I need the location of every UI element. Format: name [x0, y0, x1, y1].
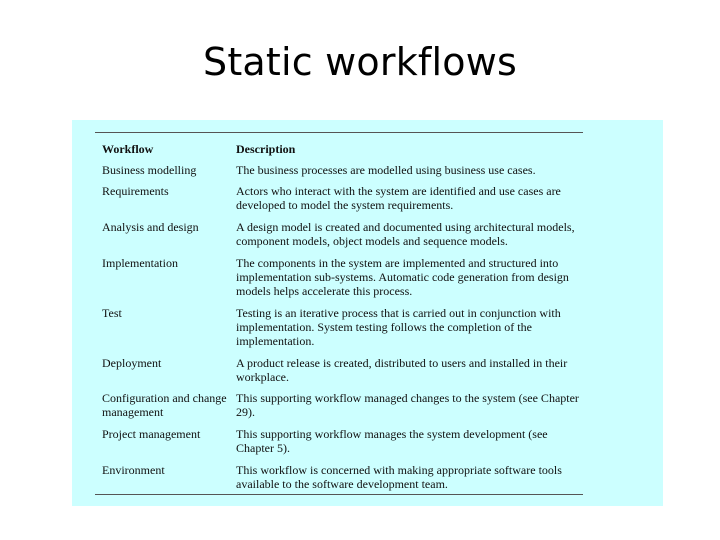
header-description: Description	[236, 142, 296, 156]
description-cell: Actors who interact with the system are identified and use cases are developed to model the system requirements.	[236, 184, 561, 212]
workflow-cell: Configuration and change management	[102, 391, 227, 419]
table-row	[102, 306, 582, 348]
workflow-cell: Environment	[102, 463, 165, 477]
description-cell: The business processes are modelled using business use cases.	[236, 163, 536, 177]
table-bottom-rule	[95, 494, 583, 495]
workflow-cell: Deployment	[102, 356, 162, 370]
workflow-cell: Test	[102, 306, 122, 320]
slide-title: Static workflows	[203, 40, 517, 84]
workflow-cell: Analysis and design	[102, 220, 199, 234]
description-cell: This supporting workflow manages the system development (see Chapter 5).	[236, 427, 548, 455]
workflow-table-panel	[72, 120, 663, 506]
workflow-table	[102, 142, 582, 491]
description-cell: A product release is created, distributed to users and installed in their workplace.	[236, 356, 568, 384]
workflow-cell: Implementation	[102, 256, 178, 270]
description-cell: Testing is an iterative process that is carried out in conjunction with implementation. System testing follows the completion of the implementation.	[236, 306, 561, 348]
table-row	[102, 184, 582, 212]
workflow-cell: Requirements	[102, 184, 169, 198]
table-top-rule	[95, 132, 583, 133]
table-row	[102, 427, 582, 455]
table-row	[102, 163, 582, 177]
description-cell: The components in the system are implemented and structured into implementation sub-systems. Automatic code generation from design models helps accelerate this process.	[236, 256, 569, 298]
table-header-row	[102, 142, 582, 156]
table-row	[102, 220, 582, 248]
table-row	[102, 463, 582, 491]
description-cell: This workflow is concerned with making appropriate software tools available to the software development team.	[236, 463, 562, 491]
workflow-cell: Business modelling	[102, 163, 197, 177]
table-row	[102, 391, 582, 419]
workflow-cell: Project management	[102, 427, 201, 441]
table-row	[102, 256, 582, 298]
description-cell: A design model is created and documented using architectural models, component models, object models and sequence models.	[236, 220, 575, 248]
table-row	[102, 356, 582, 384]
header-workflow: Workflow	[102, 142, 154, 156]
description-cell: This supporting workflow managed changes to the system (see Chapter 29).	[236, 391, 579, 419]
